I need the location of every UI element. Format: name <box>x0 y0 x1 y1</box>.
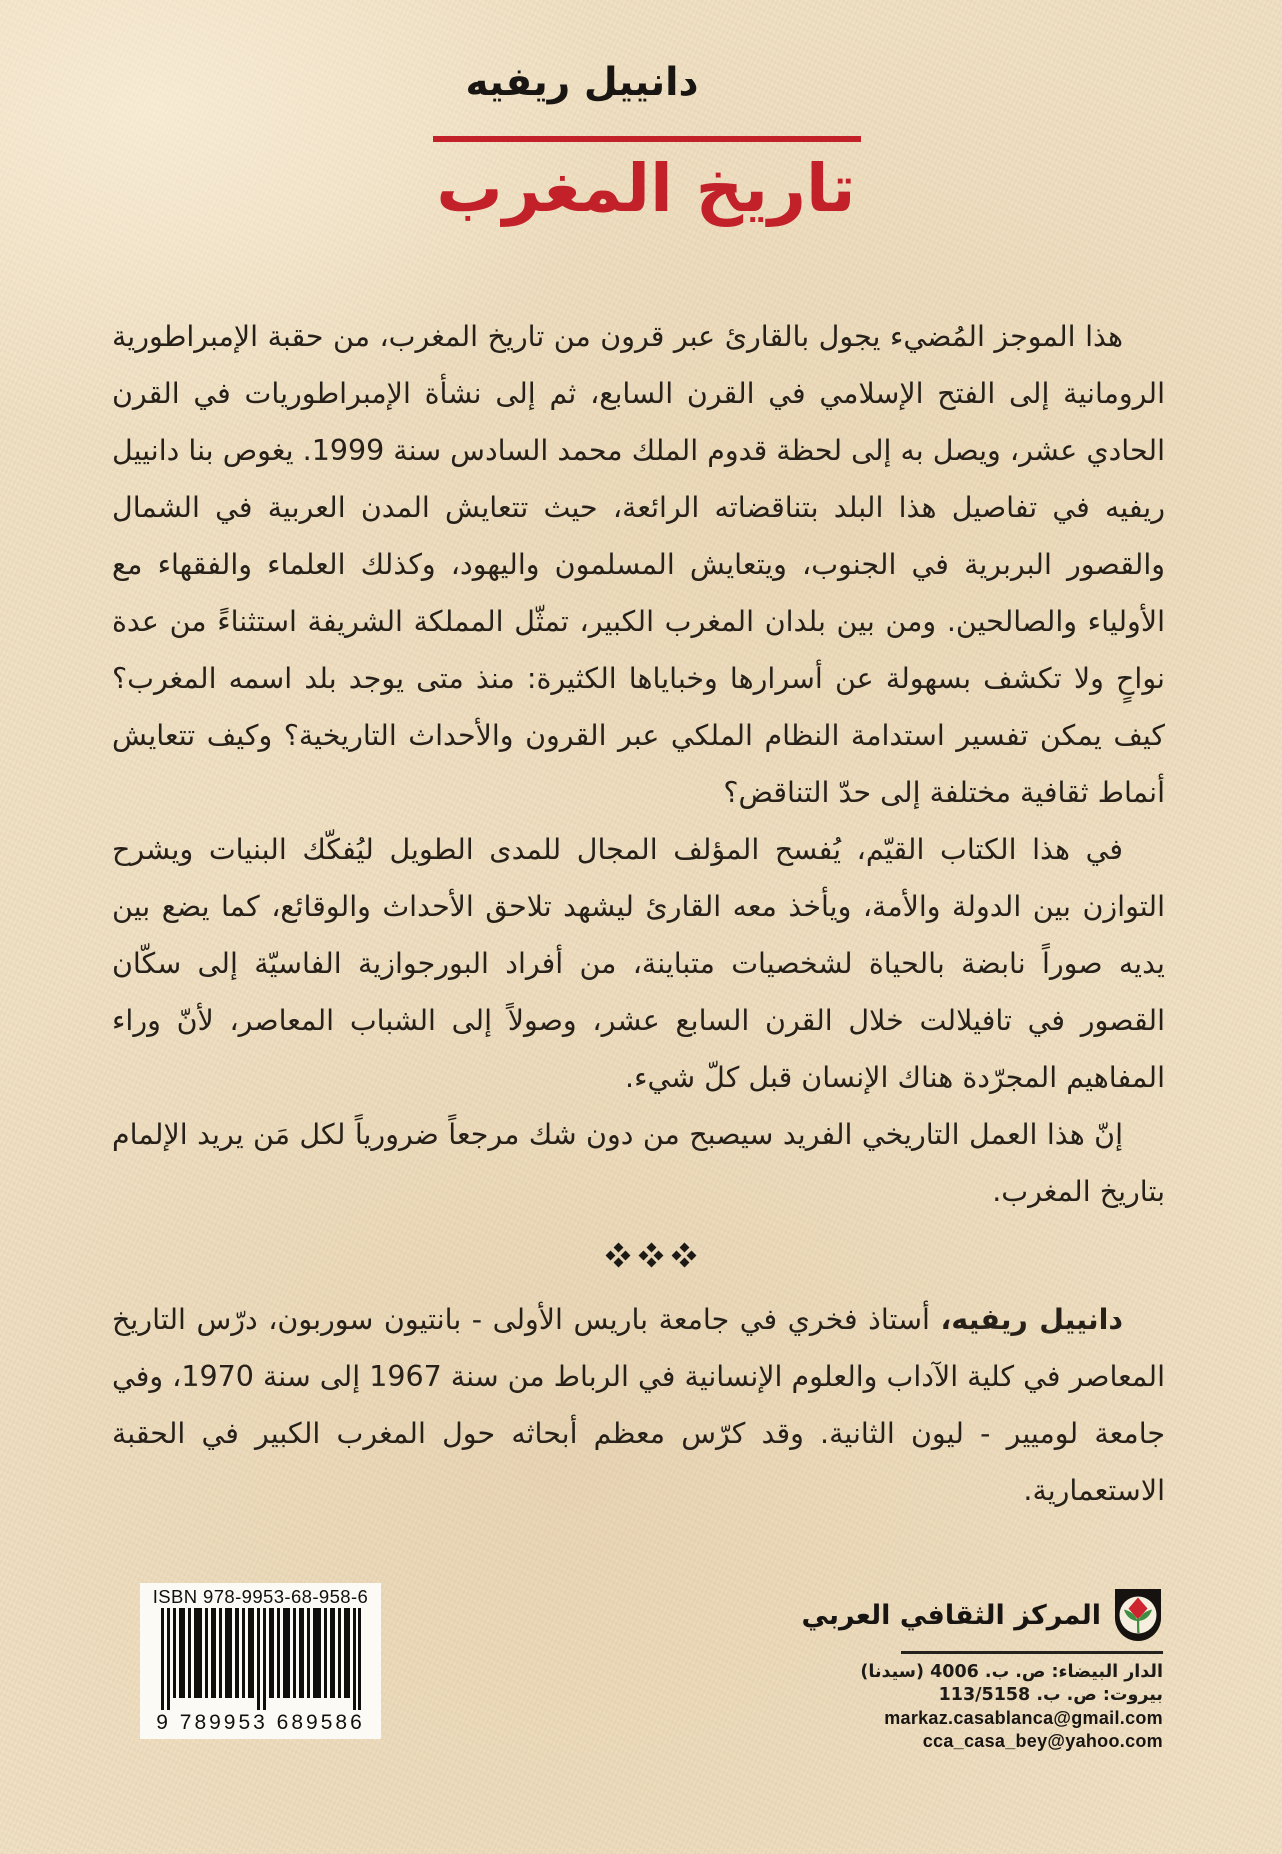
isbn-label: ISBN 978-9953-68-958-6 <box>152 1586 369 1607</box>
author-bio-name: دانييل ريفيه، <box>940 1303 1124 1336</box>
publisher-address-beirut: بيروت: ص. ب. 113/5158 <box>938 1685 1163 1705</box>
author-bio <box>112 1291 1165 1519</box>
barcode-box <box>140 1583 381 1739</box>
author-bio-text: أستاذ فخري في جامعة باريس الأولى - بانتيون سوربون، درّس التاريخ المعاصر في كلية الآداب والعلوم الإنسانية في الرباط من سنة 1967 إلى سنة 1970، وفي جامعة لوميير - ليون الثانية. وقد كرّس معظم أبحاثه حول المغرب الكبير في الحقبة الاستعمارية. <box>111 1303 1165 1507</box>
publisher-divider-rule <box>901 1651 1163 1654</box>
section-divider-ornaments <box>0 1243 1282 1267</box>
synopsis-paragraph-2: في هذا الكتاب القيّم، يُفسح المؤلف المجال للمدى الطويل ليُفكّك البنيات ويشرح التوازن بين الدولة والأمة، ويأخذ معه القارئ ليشهد تلاحق الأحداث والوقائع، كما يضع بين يديه صوراً نابضة بالحياة لشخصيات متباينة، من أفراد البورجوازية الفاسيّة إلى سكّان القصور في تافيلالت خلال القرن السابع عشر، وصولاً إلى الشباب المعاصر، لأنّ وراء المفاهيم المجرّدة هناك الإنسان قبل كلّ شيء. <box>112 833 1165 1094</box>
synopsis <box>112 308 1165 1220</box>
book-title: تاريخ المغرب <box>436 150 856 227</box>
publisher-contact-lines <box>860 1661 1163 1752</box>
synopsis-paragraph-1: هذا الموجز المُضيء يجول بالقارئ عبر قرون من تاريخ المغرب، من حقبة الإمبراطورية الرومانية إلى الفتح الإسلامي في القرن السابع، ثم إلى نشأة الإمبراطوريات في القرن الحادي عشر، ويصل به إلى لحظة قدوم الملك محمد السادس سنة 1999. يغوص بنا دانييل ريفيه في تفاصيل هذا البلد بتناقضاته الرائعة، حيث تتعايش المدن العربية في الشمال والقصور البربرية في الجنوب، ويتعايش المسلمون واليهود، وكذلك العلماء والفقهاء مع الأولياء والصالحين. ومن بين بلدان المغرب الكبير، تمثّل المملكة الشريفة استثناءً من عدة نواحٍ ولا تكشف بسهولة عن أسرارها وخباياها الكثيرة: منذ متى يوجد بلد اسمه المغرب؟ كيف يمكن تفسير استدامة النظام الملكي عبر القرون والأحداث التاريخية؟ وكيف تتعايش أنماط ثقافية مختلفة إلى حدّ التناقض؟ <box>112 320 1165 809</box>
title-divider-rule <box>433 136 861 142</box>
publisher-header <box>801 1588 1163 1642</box>
barcode-digits: 9 789953 689586 <box>156 1711 365 1734</box>
publisher-email-gmail: markaz.casablanca@gmail.com <box>884 1708 1163 1728</box>
publisher-name: المركز الثقافي العربي <box>801 1599 1101 1631</box>
diamond-ornament-icon <box>672 1243 696 1267</box>
author-name: دانييل ريفيه <box>465 60 699 105</box>
publisher-address-casablanca: الدار البيضاء: ص. ب. 4006 (سيدنا) <box>860 1662 1163 1682</box>
publisher-email-yahoo: cca_casa_bey@yahoo.com <box>922 1731 1163 1751</box>
publisher-logo-icon <box>1113 1588 1163 1642</box>
synopsis-paragraph-3: إنّ هذا العمل التاريخي الفريد سيصبح من دون شك مرجعاً ضرورياً لكل مَن يريد الإلمام بتاريخ المغرب. <box>112 1118 1165 1208</box>
barcode <box>159 1608 363 1710</box>
diamond-ornament-icon <box>606 1243 630 1267</box>
publisher-block <box>801 1588 1163 1752</box>
diamond-ornament-icon <box>639 1243 663 1267</box>
